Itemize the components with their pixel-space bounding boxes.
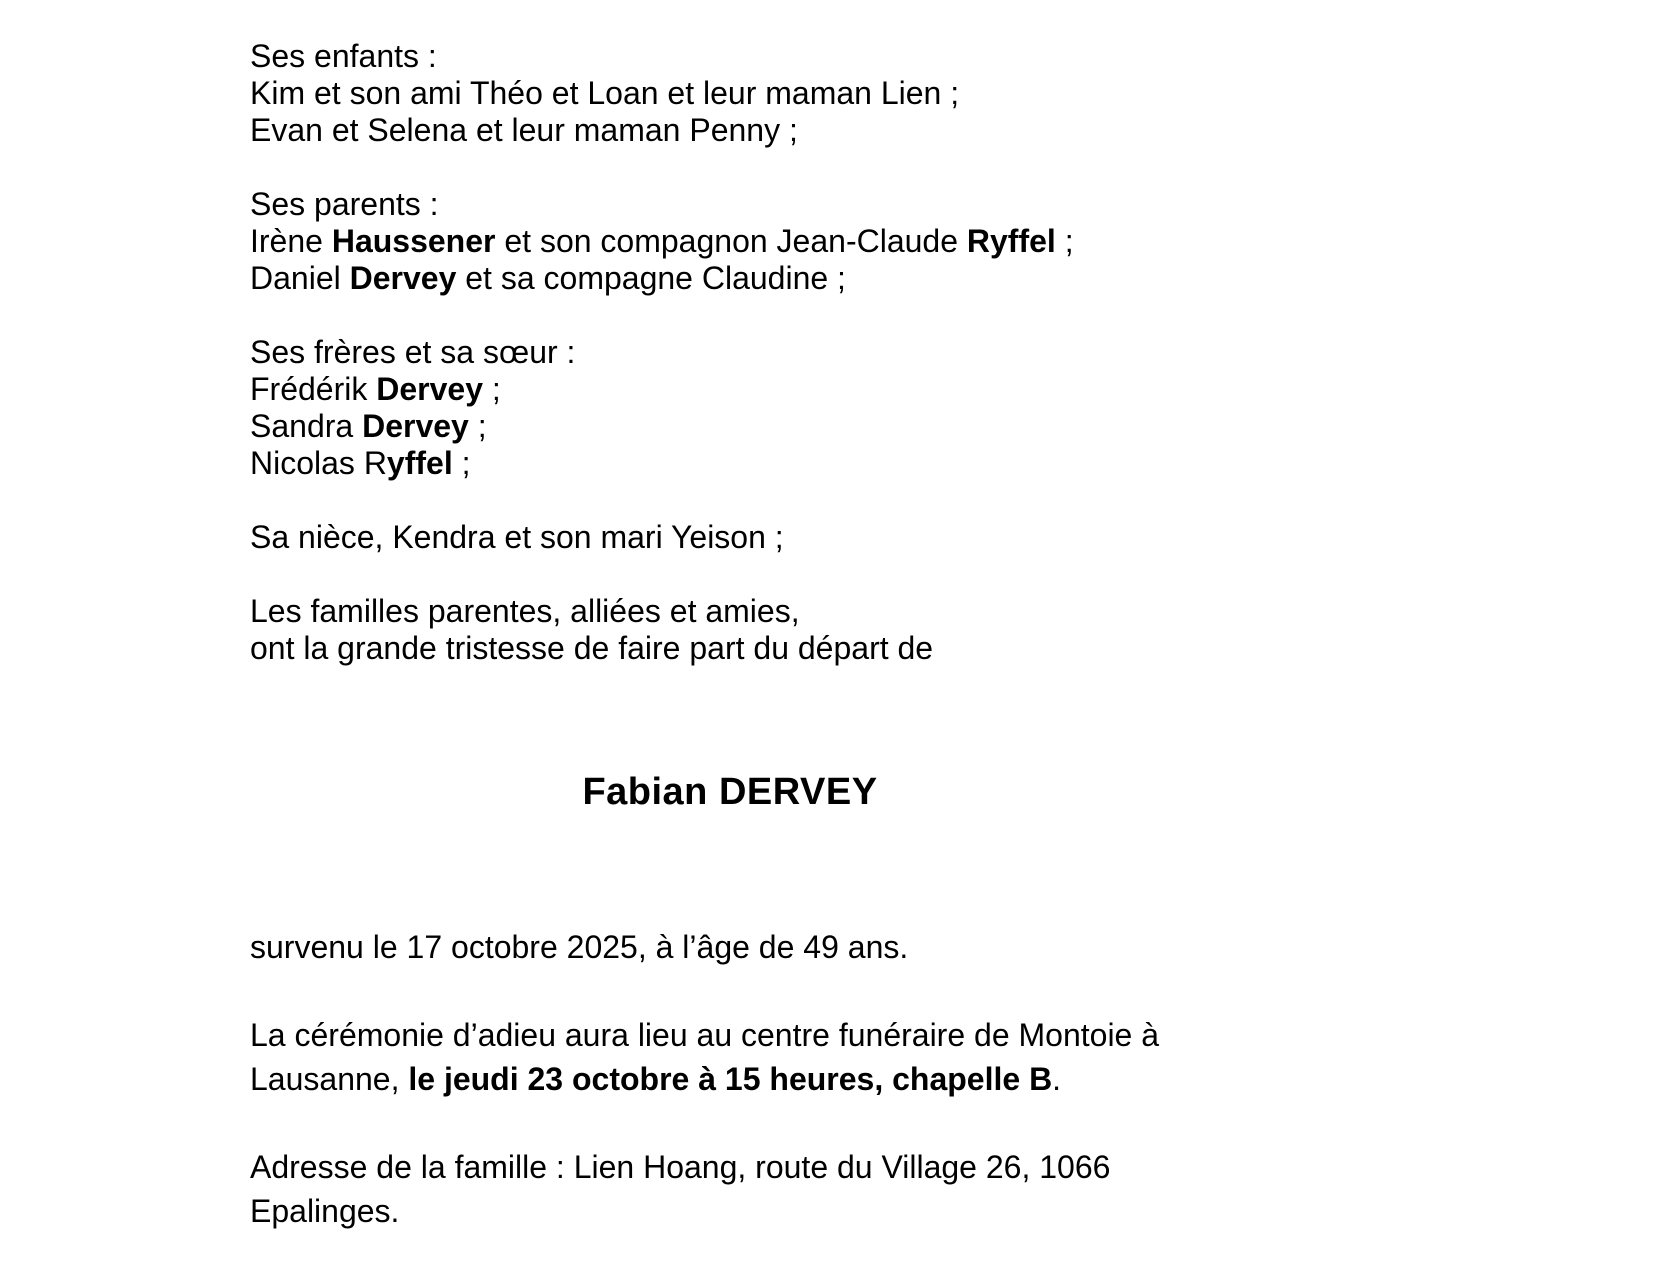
text-segment: . xyxy=(1052,1061,1062,1097)
families-text-line xyxy=(250,593,1210,630)
bold-text-segment: Dervey xyxy=(362,408,469,444)
text-segment: Ses frères et sa sœur : xyxy=(250,334,576,370)
text-segment: La cérémonie d’adieu aura lieu au centre funéraire de Montoie à xyxy=(250,1017,1160,1053)
section-address xyxy=(250,1145,1210,1233)
section-children xyxy=(250,38,1210,149)
bold-text-segment: yffel xyxy=(386,445,453,481)
bold-text-segment: Haussener xyxy=(331,223,496,259)
text-segment: Irène xyxy=(250,223,332,259)
families-text-line xyxy=(250,630,1210,667)
siblings-text-line xyxy=(250,371,1210,408)
text-segment: Lausanne, xyxy=(250,1061,409,1097)
text-segment: Evan et Selena et leur maman Penny ; xyxy=(250,112,798,148)
text-segment: Adresse de la famille : Lien Hoang, route du Village 26, 1066 xyxy=(250,1149,1111,1185)
bold-text-segment: Dervey xyxy=(376,371,483,407)
text-segment: Ses enfants : xyxy=(250,38,437,74)
text-segment: Daniel xyxy=(250,260,350,296)
section-families xyxy=(250,593,1210,667)
title-text-line xyxy=(250,768,1210,816)
text-segment: Ses parents : xyxy=(250,186,439,222)
bold-text-segment: Fabian DERVEY xyxy=(582,771,878,813)
siblings-text-line xyxy=(250,445,1210,482)
siblings-text-line xyxy=(250,408,1210,445)
niece-text-line xyxy=(250,519,1210,556)
section-title xyxy=(250,768,1210,816)
section-siblings xyxy=(250,334,1210,482)
parents-text-line xyxy=(250,223,1210,260)
address-text-line xyxy=(250,1145,1210,1189)
text-segment: ont la grande tristesse de faire part du départ de xyxy=(250,630,934,666)
text-segment: ; xyxy=(483,371,501,407)
text-segment: ; xyxy=(1055,223,1074,259)
text-segment: Nicolas R xyxy=(250,445,387,481)
text-segment: Les familles parentes, alliées et amies, xyxy=(250,593,800,629)
text-segment: Epalinges. xyxy=(250,1193,400,1229)
text-segment: Sandra xyxy=(250,408,363,444)
document-body xyxy=(250,38,1210,1233)
ceremony-text-line xyxy=(250,1013,1210,1057)
text-segment: ; xyxy=(452,445,471,481)
section-niece xyxy=(250,519,1210,556)
ceremony-text-line xyxy=(250,1057,1210,1101)
bold-text-segment: Dervey xyxy=(349,260,457,296)
children-text-line xyxy=(250,112,1210,149)
address-text-line xyxy=(250,1189,1210,1233)
section-parents xyxy=(250,186,1210,297)
text-segment: Kim et son ami Théo et Loan et leur maman Lien ; xyxy=(250,75,960,111)
text-segment: Sa nièce, Kendra et son mari Yeison ; xyxy=(250,519,784,555)
text-segment: ; xyxy=(468,408,487,444)
text-segment: et son compagnon Jean-Claude xyxy=(495,223,967,259)
children-text-line xyxy=(250,75,1210,112)
section-ceremony xyxy=(250,1013,1210,1101)
bold-text-segment: le jeudi 23 octobre à 15 heures, chapelle B xyxy=(408,1061,1053,1097)
parents-text-line xyxy=(250,260,1210,297)
text-segment: survenu le 17 octobre 2025, à l’âge de 49 ans. xyxy=(250,929,909,965)
section-passing xyxy=(250,925,1210,969)
bold-text-segment: Ryffel xyxy=(966,223,1056,259)
siblings-text-line xyxy=(250,334,1210,371)
text-segment: et sa compagne Claudine ; xyxy=(456,260,846,296)
children-text-line xyxy=(250,38,1210,75)
text-segment: Frédérik xyxy=(250,371,377,407)
parents-text-line xyxy=(250,186,1210,223)
passing-text-line xyxy=(250,925,1210,969)
